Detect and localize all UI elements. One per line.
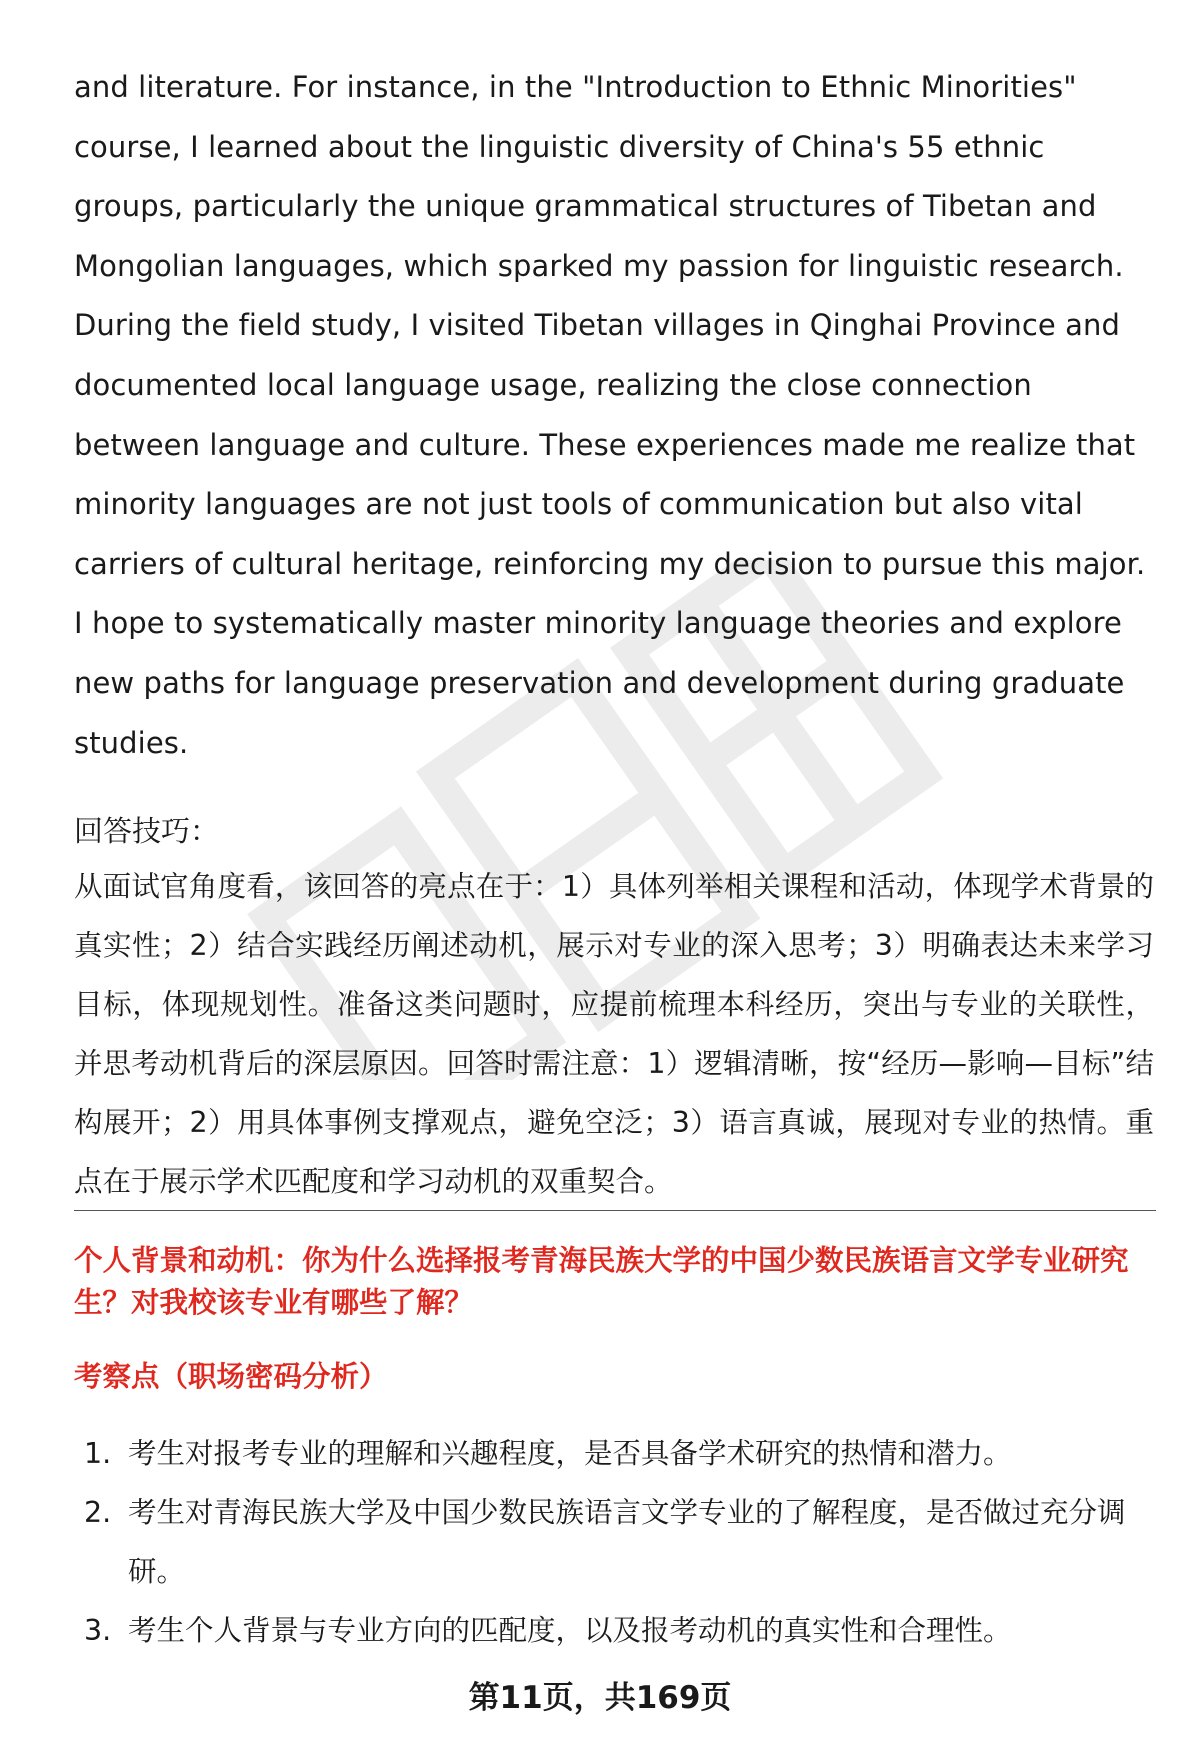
- list-item: [74, 1424, 1156, 1483]
- page-number-footer: 第11页，共169页: [468, 1680, 732, 1716]
- question-heading: 个人背景和动机：你为什么选择报考青海民族大学的中国少数民族语言文学专业研究生？对我校该专业有哪些了解？: [74, 1244, 1129, 1319]
- list-item-number: 1.: [84, 1437, 112, 1470]
- list-item-text: 考生对报考专业的理解和兴趣程度，是否具备学术研究的热情和潜力。: [128, 1437, 1012, 1470]
- english-answer-paragraph: and literature. For instance, in the "Introduction to Ethnic Minorities" course, I learned about the linguistic diversity of China's 55 ethnic groups, particularly the unique grammatical structures of Tibetan and Mongolian languages, which sparked my passion for linguistic research. During the field study, I visited Tibetan villages in Qinghai Province and documented local language usage, realizing the close connection between language and culture. These experiences made me realize that minority languages are not just tools of communication but also vital carriers of cultural heritage, reinforcing my decision to pursue this major. I hope to systematically master minority language theories and explore new paths for language preservation and development during graduate studies.: [74, 70, 1146, 760]
- list-item-number: 2.: [84, 1496, 112, 1529]
- answer-tips-body: 从面试官角度看，该回答的亮点在于：1）具体列举相关课程和活动，体现学术背景的真实性；2）结合实践经历阐述动机，展示对专业的深入思考；3）明确表达未来学习目标，体现规划性。准备这类问题时，应提前梳理本科经历，突出与专业的关联性，并思考动机背后的深层原因。回答时需注意：1）逻辑清晰，按“经历—影响—目标”结构展开；2）用具体事例支撑观点，避免空泛；3）语言真诚，展现对专业的热情。重点在于展示学术匹配度和学习动机的双重契合。: [74, 870, 1154, 1199]
- list-item: [74, 1483, 1156, 1601]
- section-divider: [74, 1210, 1156, 1211]
- list-item-text: 考生个人背景与专业方向的匹配度，以及报考动机的真实性和合理性。: [128, 1614, 1012, 1647]
- list-item-text: 考生对青海民族大学及中国少数民族语言文学专业的了解程度，是否做过充分调研。: [128, 1496, 1126, 1588]
- list-item: [74, 1601, 1156, 1660]
- list-item-number: 3.: [84, 1614, 112, 1647]
- page-content: [74, 58, 1154, 1211]
- assessment-title: 考察点（职场密码分析）: [74, 1360, 388, 1393]
- assessment-points-list: [74, 1424, 1156, 1660]
- answer-tips-title: 回答技巧：: [74, 814, 220, 849]
